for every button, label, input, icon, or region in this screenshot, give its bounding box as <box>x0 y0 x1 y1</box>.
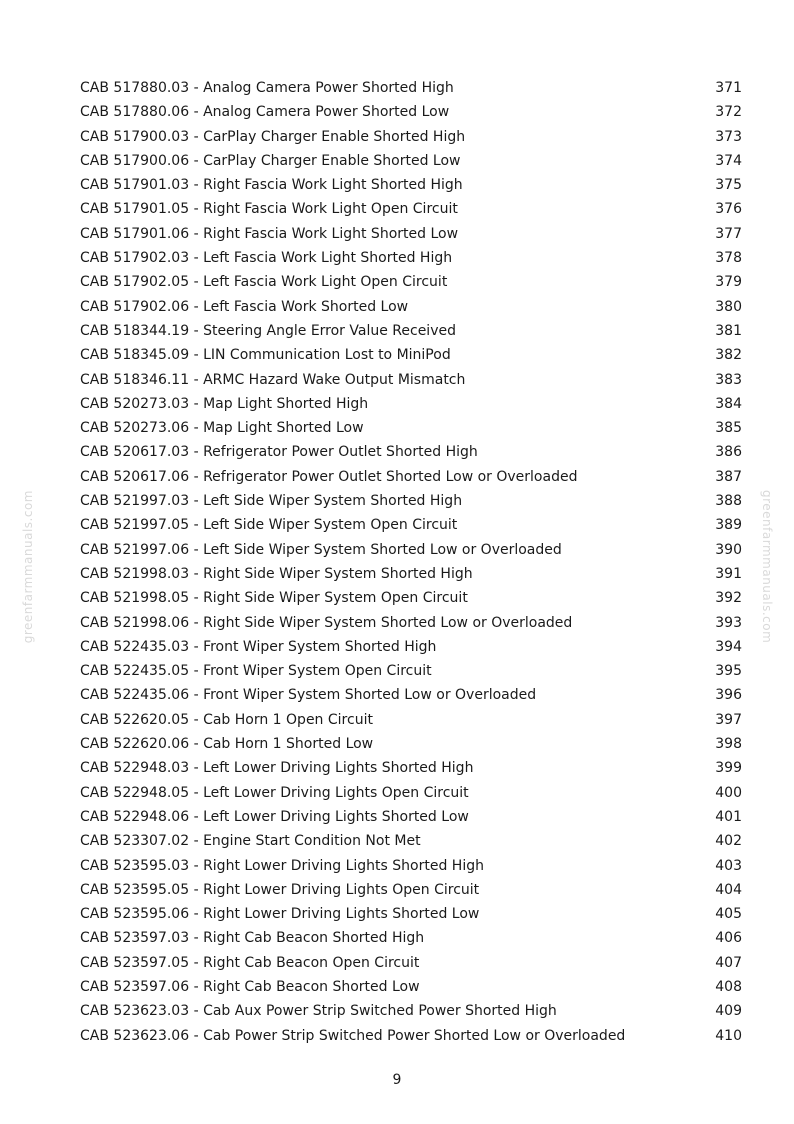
toc-entry[interactable] <box>80 149 742 173</box>
toc-entry-page: 394 <box>715 638 742 655</box>
toc-entry-title: CAB 521998.03 - Right Side Wiper System Shorted High <box>80 565 473 582</box>
toc-entry[interactable] <box>80 368 742 392</box>
toc-entry[interactable] <box>80 538 742 562</box>
toc-entry[interactable] <box>80 1024 742 1048</box>
toc-entry-page: 383 <box>715 371 742 388</box>
toc-entry[interactable] <box>80 76 742 100</box>
table-of-contents <box>80 76 742 1048</box>
toc-entry-title: CAB 517902.06 - Left Fascia Work Shorted Low <box>80 298 409 315</box>
toc-entry-page: 381 <box>715 322 742 339</box>
toc-entry-title: CAB 517900.03 - CarPlay Charger Enable Shorted High <box>80 128 466 145</box>
toc-entry[interactable] <box>80 902 742 926</box>
toc-entry-page: 402 <box>715 833 742 850</box>
toc-entry-title: CAB 521998.06 - Right Side Wiper System Shorted Low or Overloaded <box>80 614 573 631</box>
toc-entry[interactable] <box>80 440 742 464</box>
toc-entry-title: CAB 520617.06 - Refrigerator Power Outlet Shorted Low or Overloaded <box>80 468 578 485</box>
toc-entry[interactable] <box>80 173 742 197</box>
toc-entry-page: 393 <box>715 614 742 631</box>
toc-entry-page: 382 <box>715 347 742 364</box>
toc-entry[interactable] <box>80 295 742 319</box>
toc-entry[interactable] <box>80 562 742 586</box>
toc-entry-title: CAB 522948.03 - Left Lower Driving Lights Shorted High <box>80 760 474 777</box>
toc-entry-page: 371 <box>715 80 742 96</box>
toc-entry-page: 373 <box>715 128 742 145</box>
toc-entry[interactable] <box>80 999 742 1023</box>
toc-entry-page: 399 <box>715 760 742 777</box>
toc-entry-title: CAB 522948.05 - Left Lower Driving Lights Open Circuit <box>80 784 469 801</box>
toc-entry-page: 378 <box>715 250 742 267</box>
toc-entry[interactable] <box>80 829 742 853</box>
toc-entry[interactable] <box>80 975 742 999</box>
toc-entry[interactable] <box>80 222 742 246</box>
toc-entry-page: 385 <box>715 420 742 437</box>
toc-entry[interactable] <box>80 343 742 367</box>
toc-entry-title: CAB 522435.06 - Front Wiper System Shorted Low or Overloaded <box>80 687 537 704</box>
toc-entry[interactable] <box>80 125 742 149</box>
toc-entry[interactable] <box>80 489 742 513</box>
toc-entry-title: CAB 521997.03 - Left Side Wiper System Shorted High <box>80 493 463 510</box>
toc-entry-page: 395 <box>715 663 742 680</box>
toc-entry-title: CAB 522948.06 - Left Lower Driving Lights Shorted Low <box>80 808 469 825</box>
toc-entry[interactable] <box>80 683 742 707</box>
toc-entry-page: 384 <box>715 395 742 412</box>
toc-entry-title: CAB 522620.05 - Cab Horn 1 Open Circuit <box>80 711 373 728</box>
toc-entry-title: CAB 521998.05 - Right Side Wiper System Open Circuit <box>80 590 468 607</box>
toc-entry-page: 396 <box>715 687 742 704</box>
toc-entry-page: 386 <box>715 444 742 461</box>
toc-entry[interactable] <box>80 708 742 732</box>
toc-entry-page: 391 <box>715 565 742 582</box>
toc-entry-page: 410 <box>715 1027 742 1044</box>
toc-entry[interactable] <box>80 513 742 537</box>
toc-entry[interactable] <box>80 805 742 829</box>
toc-entry[interactable] <box>80 781 742 805</box>
toc-entry-title: CAB 518345.09 - LIN Communication Lost to MiniPod <box>80 347 451 364</box>
toc-entry-page: 398 <box>715 736 742 753</box>
toc-entry-title: CAB 522620.06 - Cab Horn 1 Shorted Low <box>80 736 374 753</box>
watermark-right: greenfarmmanuals.com <box>760 490 774 644</box>
toc-entry[interactable] <box>80 878 742 902</box>
toc-entry-page: 409 <box>715 1003 742 1020</box>
toc-entry-page: 375 <box>715 177 742 194</box>
toc-entry-title: CAB 522435.03 - Front Wiper System Shorted High <box>80 638 437 655</box>
toc-entry-page: 387 <box>715 468 742 485</box>
toc-entry-page: 392 <box>715 590 742 607</box>
toc-entry-title: CAB 523623.03 - Cab Aux Power Strip Switched Power Shorted High <box>80 1003 557 1020</box>
toc-entry-title: CAB 517880.06 - Analog Camera Power Shorted Low <box>80 104 450 121</box>
toc-entry-title: CAB 520273.06 - Map Light Shorted Low <box>80 420 364 437</box>
toc-entry-title: CAB 523597.06 - Right Cab Beacon Shorted Low <box>80 978 420 995</box>
toc-entry-title: CAB 518344.19 - Steering Angle Error Value Received <box>80 322 456 339</box>
toc-entry-title: CAB 517880.03 - Analog Camera Power Shorted High <box>80 80 454 96</box>
toc-entry[interactable] <box>80 635 742 659</box>
toc-entry-page: 372 <box>715 104 742 121</box>
toc-entry-page: 380 <box>715 298 742 315</box>
toc-entry-page: 390 <box>715 541 742 558</box>
toc-entry-page: 403 <box>715 857 742 874</box>
toc-entry-page: 406 <box>715 930 742 947</box>
toc-entry-title: CAB 522435.05 - Front Wiper System Open Circuit <box>80 663 432 680</box>
toc-entry-title: CAB 523597.05 - Right Cab Beacon Open Circuit <box>80 954 420 971</box>
toc-entry[interactable] <box>80 732 742 756</box>
toc-entry[interactable] <box>80 416 742 440</box>
toc-entry-page: 404 <box>715 881 742 898</box>
toc-entry[interactable] <box>80 100 742 124</box>
toc-entry-title: CAB 523307.02 - Engine Start Condition Not Met <box>80 833 421 850</box>
toc-entry[interactable] <box>80 270 742 294</box>
toc-entry[interactable] <box>80 246 742 270</box>
toc-entry-page: 405 <box>715 906 742 923</box>
toc-entry-page: 374 <box>715 152 742 169</box>
toc-entry[interactable] <box>80 465 742 489</box>
toc-entry-title: CAB 517901.03 - Right Fascia Work Light Shorted High <box>80 177 463 194</box>
toc-entry-page: 379 <box>715 274 742 291</box>
toc-entry-title: CAB 521997.06 - Left Side Wiper System Shorted Low or Overloaded <box>80 541 562 558</box>
toc-entry-title: CAB 517901.06 - Right Fascia Work Light Shorted Low <box>80 225 459 242</box>
page-number: 9 <box>392 1072 402 1088</box>
toc-entry-title: CAB 523595.06 - Right Lower Driving Lights Shorted Low <box>80 906 480 923</box>
toc-entry-page: 407 <box>715 954 742 971</box>
toc-entry-page: 377 <box>715 225 742 242</box>
toc-entry[interactable] <box>80 756 742 780</box>
toc-entry-title: CAB 520273.03 - Map Light Shorted High <box>80 395 369 412</box>
toc-entry-title: CAB 517902.03 - Left Fascia Work Light Shorted High <box>80 250 453 267</box>
watermark-left: greenfarmmanuals.com <box>21 490 35 644</box>
toc-entry[interactable] <box>80 392 742 416</box>
toc-entry-title: CAB 518346.11 - ARMC Hazard Wake Output Mismatch <box>80 371 466 388</box>
toc-entry-page: 401 <box>715 808 742 825</box>
toc-entry[interactable] <box>80 659 742 683</box>
toc-entry-title: CAB 523597.03 - Right Cab Beacon Shorted High <box>80 930 425 947</box>
toc-entry-title: CAB 523623.06 - Cab Power Strip Switched Power Shorted Low or Overloaded <box>80 1027 626 1044</box>
toc-entry[interactable] <box>80 611 742 635</box>
toc-entry-page: 397 <box>715 711 742 728</box>
toc-entry-page: 400 <box>715 784 742 801</box>
toc-entry-page: 376 <box>715 201 742 218</box>
toc-entry-page: 389 <box>715 517 742 534</box>
toc-entry-title: CAB 523595.05 - Right Lower Driving Lights Open Circuit <box>80 881 480 898</box>
toc-entry-title: CAB 520617.03 - Refrigerator Power Outlet Shorted High <box>80 444 478 461</box>
toc-entry[interactable] <box>80 319 742 343</box>
toc-entry[interactable] <box>80 951 742 975</box>
toc-entry-title: CAB 521997.05 - Left Side Wiper System Open Circuit <box>80 517 458 534</box>
toc-entry-title: CAB 523595.03 - Right Lower Driving Lights Shorted High <box>80 857 484 874</box>
toc-entry-title: CAB 517900.06 - CarPlay Charger Enable Shorted Low <box>80 152 461 169</box>
toc-entry-page: 388 <box>715 493 742 510</box>
toc-entry[interactable] <box>80 926 742 950</box>
toc-entry-title: CAB 517902.05 - Left Fascia Work Light Open Circuit <box>80 274 448 291</box>
toc-entry[interactable] <box>80 586 742 610</box>
toc-entry[interactable] <box>80 854 742 878</box>
toc-entry-title: CAB 517901.05 - Right Fascia Work Light Open Circuit <box>80 201 458 218</box>
toc-entry-page: 408 <box>715 978 742 995</box>
toc-entry[interactable] <box>80 197 742 221</box>
